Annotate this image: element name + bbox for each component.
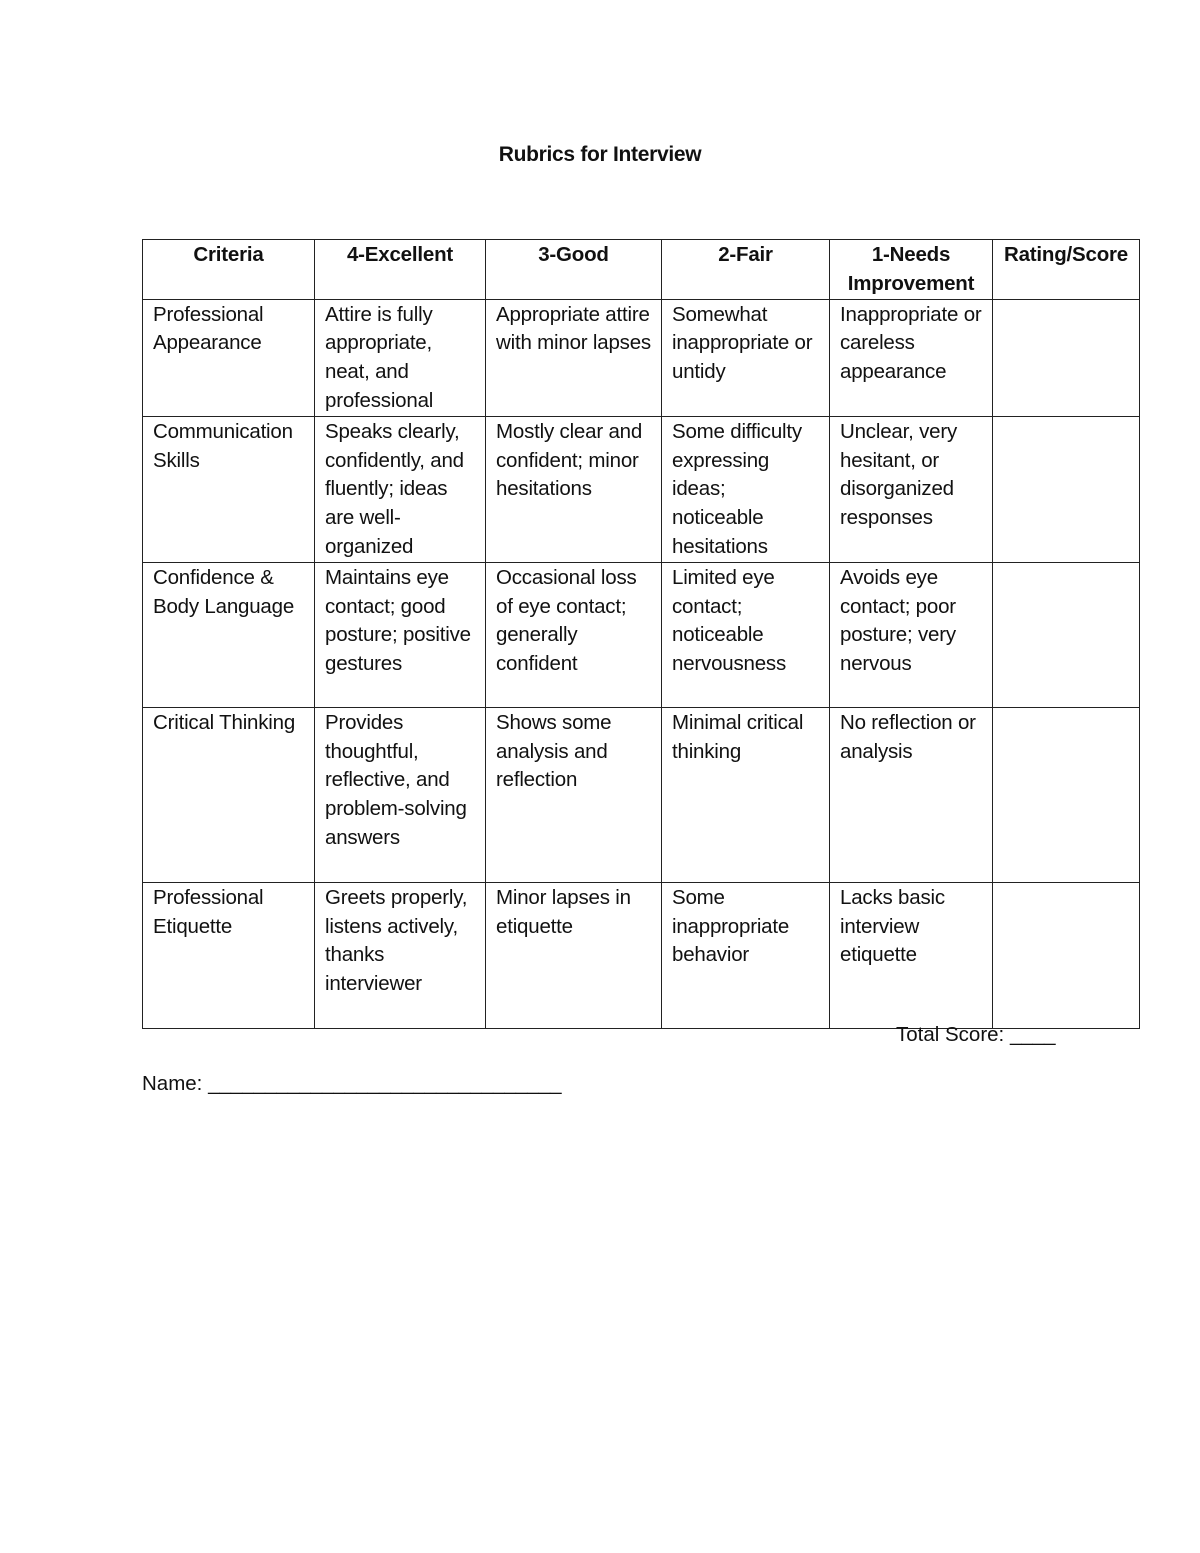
fair-cell: Minimal critical thinking — [662, 707, 830, 882]
fair-cell: Some inappropriate behavior — [662, 882, 830, 1028]
needs-improvement-cell: Inappropriate or careless appearance — [830, 299, 993, 416]
criteria-cell: Confidence & Body Language — [143, 562, 315, 707]
score-cell[interactable] — [993, 562, 1140, 707]
excellent-cell: Speaks clearly, confidently, and fluently; ideas are well-organized — [315, 416, 486, 562]
name-field[interactable]: Name: _______________________________ — [142, 1072, 562, 1095]
table-row — [143, 707, 1140, 882]
good-cell: Mostly clear and confident; minor hesitations — [486, 416, 662, 562]
score-cell[interactable] — [993, 882, 1140, 1028]
good-cell: Appropriate attire with minor lapses — [486, 299, 662, 416]
header-fair: 2-Fair — [662, 240, 830, 300]
header-needs-improvement: 1-Needs Improvement — [830, 240, 993, 300]
criteria-cell: Communication Skills — [143, 416, 315, 562]
needs-improvement-cell: Unclear, very hesitant, or disorganized responses — [830, 416, 993, 562]
good-cell: Occasional loss of eye contact; generally confident — [486, 562, 662, 707]
fair-cell: Somewhat inappropriate or untidy — [662, 299, 830, 416]
excellent-cell: Provides thoughtful, reflective, and problem-solving answers — [315, 707, 486, 882]
fair-cell: Some difficulty expressing ideas; noticeable hesitations — [662, 416, 830, 562]
fair-cell: Limited eye contact; noticeable nervousness — [662, 562, 830, 707]
table-row — [143, 416, 1140, 562]
table-header-row — [143, 240, 1140, 300]
header-excellent: 4-Excellent — [315, 240, 486, 300]
criteria-cell: Professional Etiquette — [143, 882, 315, 1028]
needs-improvement-cell: No reflection or analysis — [830, 707, 993, 882]
header-rating-score: Rating/Score — [993, 240, 1140, 300]
score-cell[interactable] — [993, 707, 1140, 882]
excellent-cell: Attire is fully appropriate, neat, and professional — [315, 299, 486, 416]
rubric-table — [142, 239, 1140, 1029]
excellent-cell: Greets properly, listens actively, thanks interviewer — [315, 882, 486, 1028]
table-row — [143, 562, 1140, 707]
table-row — [143, 882, 1140, 1028]
good-cell: Shows some analysis and reflection — [486, 707, 662, 882]
score-cell[interactable] — [993, 299, 1140, 416]
criteria-cell: Critical Thinking — [143, 707, 315, 882]
needs-improvement-cell: Lacks basic interview etiquette — [830, 882, 993, 1028]
header-good: 3-Good — [486, 240, 662, 300]
score-cell[interactable] — [993, 416, 1140, 562]
criteria-cell: Professional Appearance — [143, 299, 315, 416]
excellent-cell: Maintains eye contact; good posture; positive gestures — [315, 562, 486, 707]
needs-improvement-cell: Avoids eye contact; poor posture; very nervous — [830, 562, 993, 707]
good-cell: Minor lapses in etiquette — [486, 882, 662, 1028]
total-score-field[interactable]: Total Score: ____ — [896, 1023, 1056, 1046]
header-criteria: Criteria — [143, 240, 315, 300]
document-title: Rubrics for Interview — [498, 143, 702, 166]
table-row — [143, 299, 1140, 416]
